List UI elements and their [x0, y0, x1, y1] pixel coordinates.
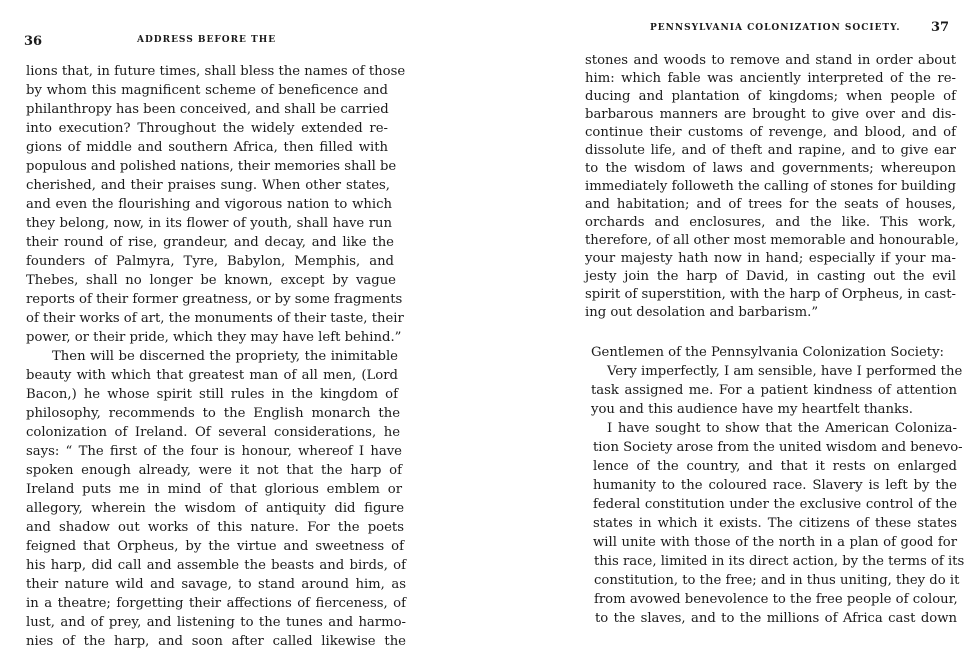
- text-line: lence of the country, and that it rests on enlarged: [593, 459, 957, 474]
- text-line: Very imperfectly, I am sensible, have I performed the: [607, 364, 963, 379]
- text-line: and even the flourishing and vigorous nation to which: [26, 197, 392, 212]
- text-line: will unite with those of the north in a plan of good for: [593, 535, 957, 550]
- text-line: him: which fable was anciently interpreted of the re-: [585, 71, 956, 86]
- text-line: allegory, wherein the wisdom of antiquity did figure: [26, 501, 404, 516]
- right-page: [560, 0, 980, 656]
- text-line: this race, limited in its direct action, by the terms of its: [594, 554, 965, 569]
- text-line: immediately followeth the calling of stones for building: [585, 179, 956, 194]
- text-line: their round of rise, grandeur, and decay, and like the: [26, 235, 394, 250]
- text-line: you and this audience have my heartfelt thanks.: [591, 402, 913, 417]
- text-line: federal constitution under the exclusive control of the: [593, 497, 957, 512]
- text-line: to the wisdom of laws and governments; whereupon: [585, 161, 956, 176]
- text-line: by whom this magnificent scheme of beneficence and: [26, 83, 388, 98]
- text-line: beauty with which that greatest man of all men, (Lord: [26, 368, 398, 383]
- running-head: ADDRESS BEFORE THE: [137, 35, 277, 45]
- text-line: task assigned me. For a patient kindness of attention: [591, 383, 957, 398]
- text-line: power, or their pride, which they may have left behind.”: [26, 330, 402, 345]
- text-line: they belong, now, in its flower of youth, shall have run: [26, 216, 392, 231]
- text-line: nies of the harp, and soon after called likewise the: [26, 634, 406, 649]
- text-line: their nature wild and savage, to stand around him, as: [26, 577, 406, 592]
- text-line: spirit of superstition, with the harp of Orpheus, in cast-: [585, 287, 956, 302]
- text-line: orchards and enclosures, and the like. This work,: [585, 215, 956, 230]
- salutation: Gentlemen of the Pennsylvania Colonization Society:: [591, 345, 944, 360]
- running-head: PENNSYLVANIA COLONIZATION SOCIETY.: [650, 23, 901, 33]
- text-line: stones and woods to remove and stand in order about: [585, 53, 956, 68]
- text-line: says: “ The first of the four is honour, whereof I have: [26, 444, 402, 459]
- text-line: founders of Palmyra, Tyre, Babylon, Memphis, and: [26, 254, 394, 269]
- page-number: 37: [931, 20, 950, 35]
- text-line: lust, and of prey, and listening to the tunes and harmo-: [26, 615, 406, 630]
- text-line: populous and polished nations, their memories shall be: [26, 159, 397, 174]
- text-line: states in which it exists. The citizens of these states: [593, 516, 957, 531]
- text-line: barbarous manners are brought to give over and dis-: [585, 107, 956, 122]
- text-line: constitution, to the free; and in thus uniting, they do it: [594, 573, 960, 588]
- text-line: therefore, of all other most memorable and honourable,: [585, 233, 960, 248]
- text-line: colonization of Ireland. Of several considerations, he: [26, 425, 400, 440]
- text-line: from avowed benevolence to the free people of colour,: [594, 592, 958, 607]
- text-line: and shadow out works of this nature. For the poets: [26, 520, 404, 535]
- text-line: and habitation; and of trees for the seats of houses,: [585, 197, 956, 212]
- text-line: Thebes, shall no longer be known, except by vague: [26, 273, 396, 288]
- text-line: humanity to the coloured race. Slavery is left by the: [593, 478, 957, 493]
- text-line: continue their customs of revenge, and blood, and of: [585, 125, 956, 140]
- text-line: I have sought to show that the American Coloniza-: [607, 421, 957, 436]
- text-line: cherished, and their praises sung. When other states,: [26, 178, 390, 193]
- text-line: his harp, did call and assemble the beasts and birds, of: [26, 558, 406, 573]
- text-line: to the slaves, and to the millions of Africa cast down: [595, 611, 957, 626]
- text-line: Bacon,) he whose spirit still rules in the kingdom of: [26, 387, 398, 402]
- text-line: Ireland puts me in mind of that glorious emblem or: [26, 482, 402, 497]
- text-line: spoken enough already, were it not that the harp of: [26, 463, 402, 478]
- text-line: gions of middle and southern Africa, then filled with: [26, 140, 388, 155]
- text-line: into execution? Throughout the widely extended re-: [26, 121, 388, 136]
- text-line: feigned that Orpheus, by the virtue and sweetness of: [26, 539, 404, 554]
- text-line: lions that, in future times, shall bless the names of those: [26, 64, 406, 79]
- text-line: in a theatre; forgetting their affections of fierceness, of: [26, 596, 406, 611]
- page-number: 36: [24, 34, 43, 49]
- text-line: jesty join the harp of David, in casting out the evil: [585, 269, 956, 284]
- text-line: ducing and plantation of kingdoms; when people of: [585, 89, 956, 104]
- text-line: Then will be discerned the propriety, the inimitable: [52, 349, 398, 364]
- text-line: of their works of art, the monuments of their taste, their: [26, 311, 404, 326]
- text-line: your majesty hath now in hand; especially if your ma-: [585, 251, 956, 266]
- text-line: tion Society arose from the united wisdom and benevo-: [593, 440, 963, 455]
- text-line: ing out desolation and barbarism.”: [585, 305, 819, 320]
- text-line: reports of their former greatness, or by some fragments: [26, 292, 403, 307]
- text-line: dissolute life, and of theft and rapine, and to give ear: [585, 143, 956, 158]
- text-line: philosophy, recommends to the English monarch the: [26, 406, 400, 421]
- text-line: philanthropy has been conceived, and shall be carried: [26, 102, 389, 117]
